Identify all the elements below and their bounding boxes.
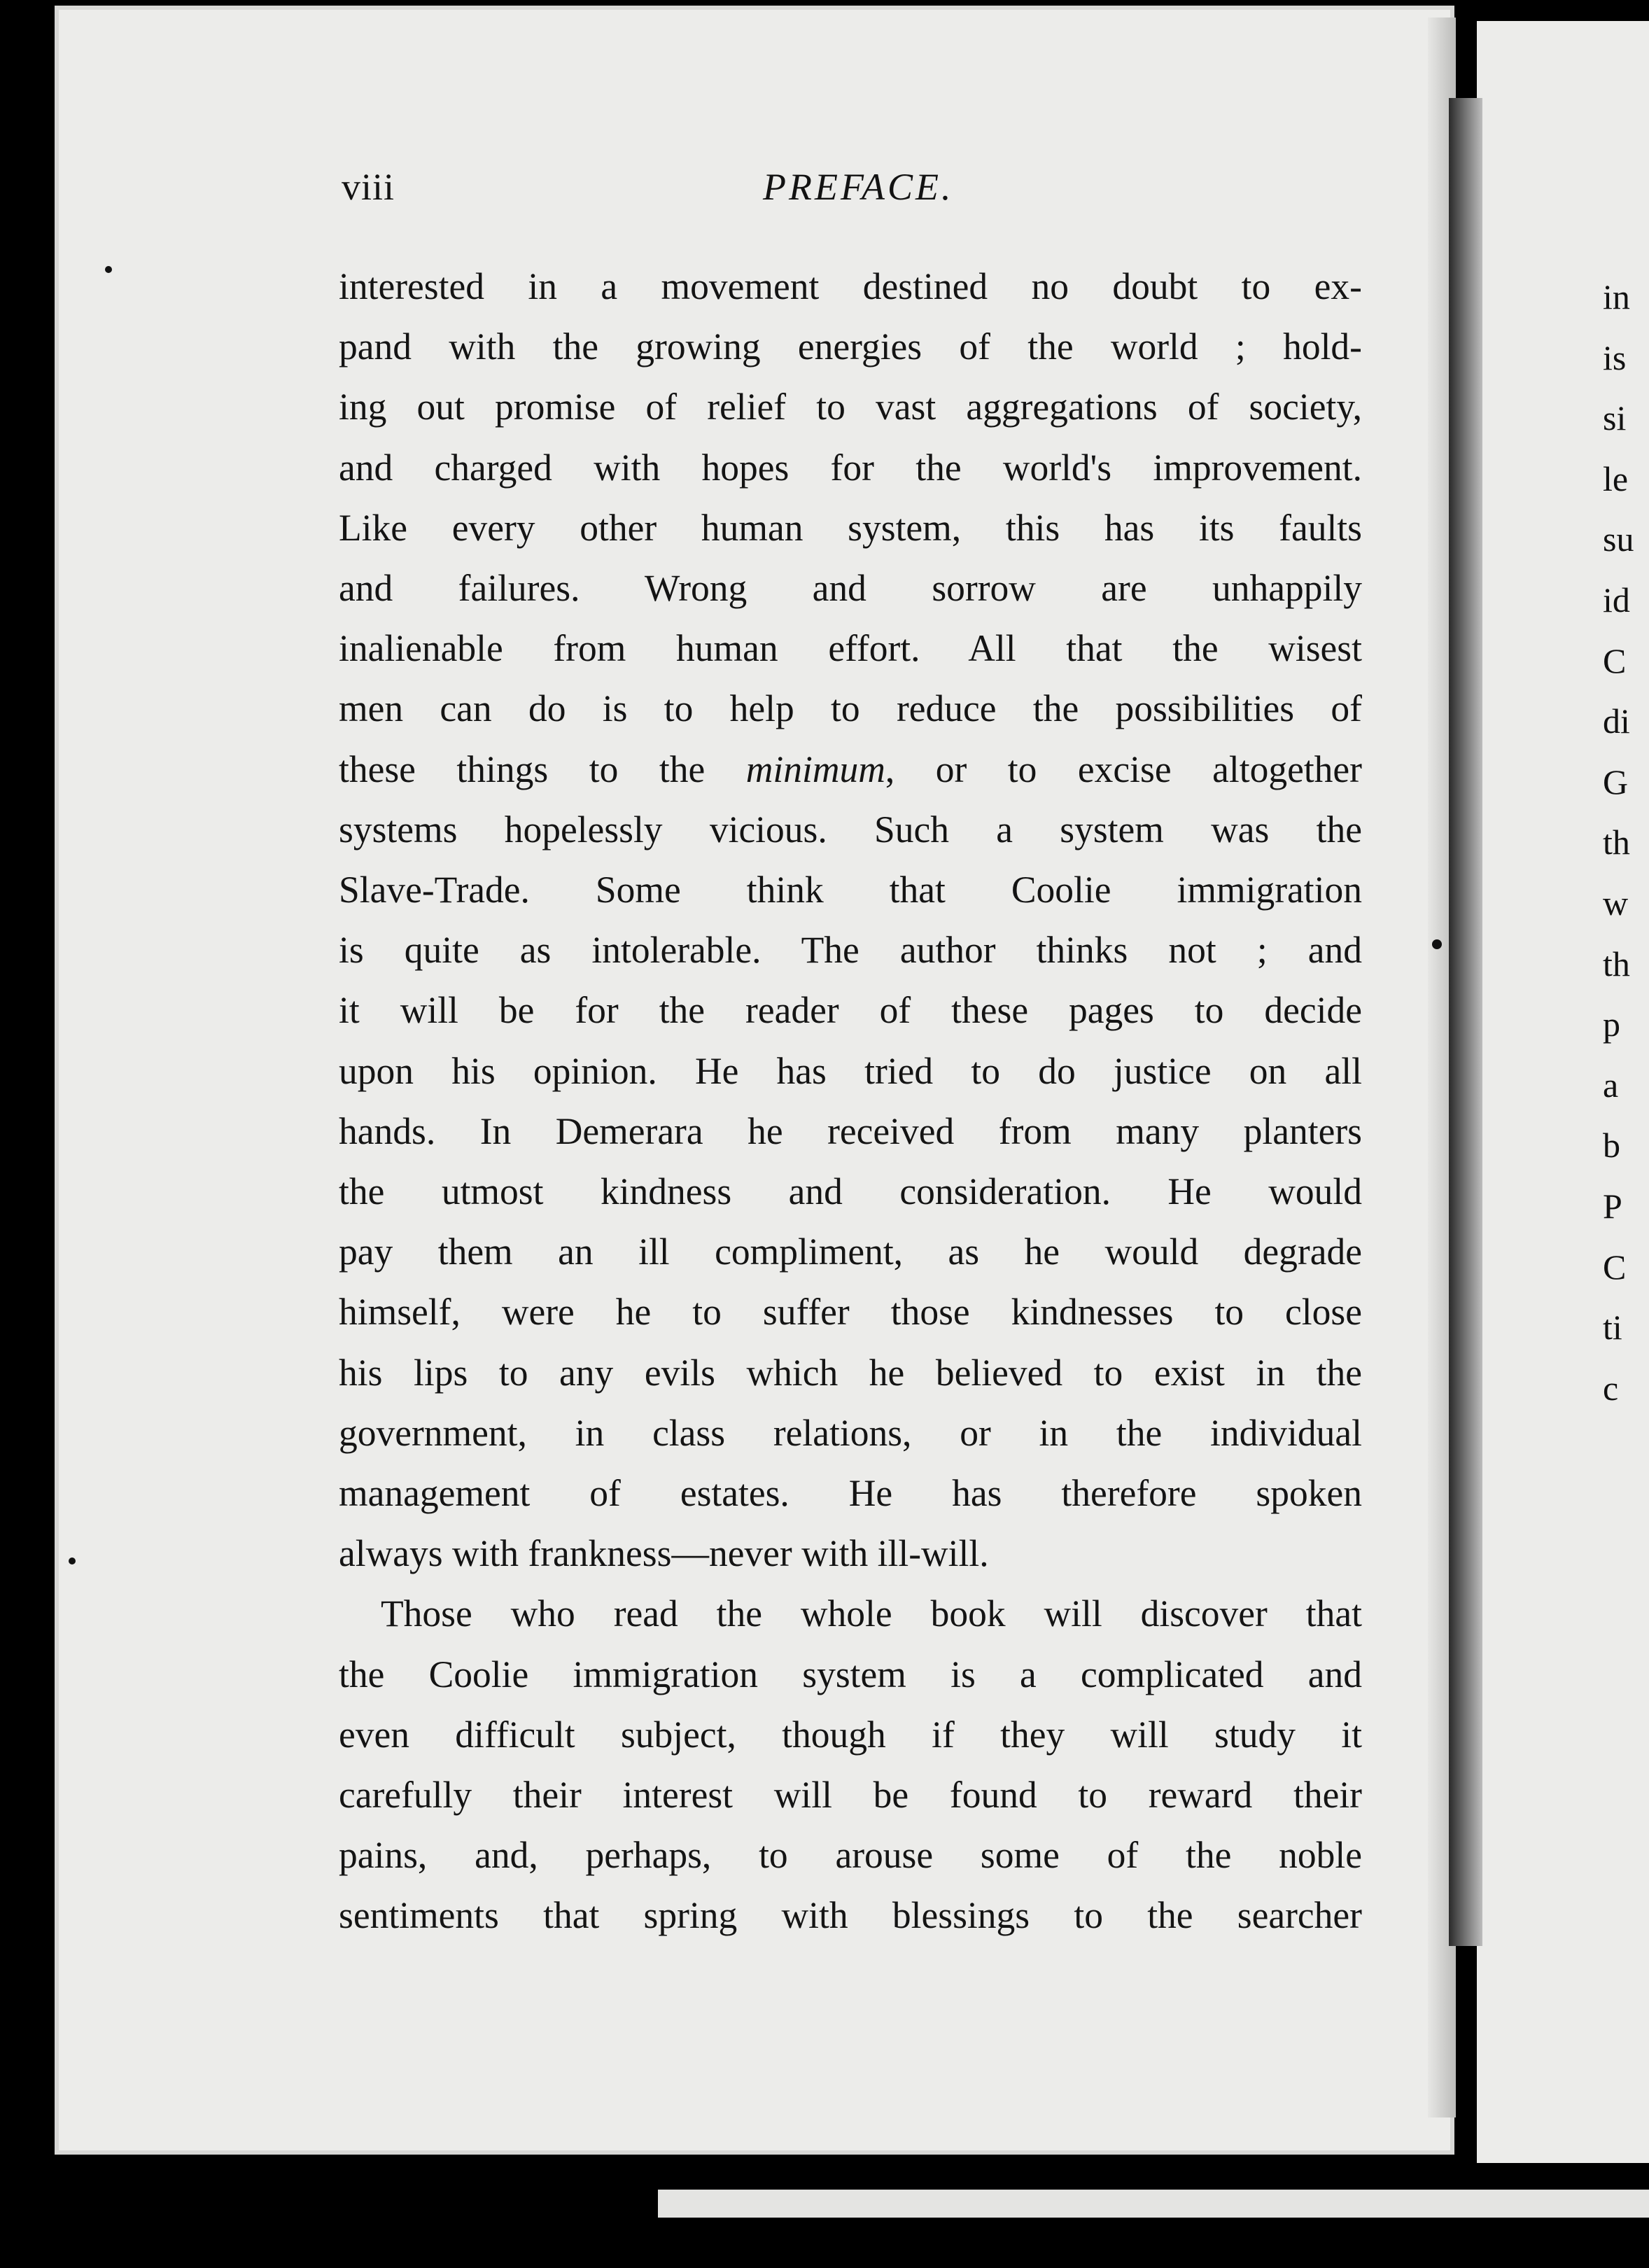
facing-page-line: G [1603, 762, 1629, 802]
text-line: and charged with hopes for the world's improvement. [339, 446, 1362, 489]
facing-page-line: di [1603, 701, 1630, 741]
text-line: these things to the minimum, or to excise altogether [339, 748, 1362, 790]
ink-speck [69, 1558, 76, 1564]
lower-page-edge [658, 2190, 1649, 2218]
text-line: upon his opinion. He has tried to do justice on all [339, 1049, 1362, 1092]
ink-speck [1432, 939, 1442, 949]
facing-page-line: si [1603, 398, 1627, 438]
text-line: himself, were he to suffer those kindnesses to close [339, 1291, 1362, 1334]
text-line: management of estates. He has therefore spoken [339, 1472, 1362, 1515]
text-line: systems hopelessly vicious. Such a system was the [339, 808, 1362, 850]
facing-page-line: a [1603, 1065, 1619, 1105]
text-line: inalienable from human effort. All that the wisest [339, 627, 1362, 670]
page-number: viii [342, 166, 395, 208]
text-line: is quite as intolerable. The author thinks not ; and [339, 929, 1362, 972]
running-head: PREFACE. [763, 166, 954, 208]
text-line: hands. In Demerara he received from many planters [339, 1110, 1362, 1152]
facing-page-line: id [1603, 580, 1630, 620]
text-line: carefully their interest will be found to reward their [339, 1774, 1362, 1816]
text-line: interested in a movement destined no doubt to ex- [339, 265, 1362, 307]
ink-speck [105, 266, 112, 273]
text-line: Like every other human system, this has its faults [339, 506, 1362, 549]
text-line: the Coolie immigration system is a complicated and [339, 1653, 1362, 1695]
text-line: Those who read the whole book will discover that [381, 1592, 1362, 1635]
text-line: men can do is to help to reduce the possibilities of [339, 687, 1362, 730]
facing-page-line: c [1603, 1368, 1619, 1408]
facing-page-line: C [1603, 640, 1627, 680]
facing-page-line: C [1603, 1247, 1627, 1287]
facing-page-line: le [1603, 458, 1629, 498]
facing-page-line: th [1603, 944, 1630, 983]
text-line: the utmost kindness and consideration. He would [339, 1170, 1362, 1213]
text-line: pains, and, perhaps, to arouse some of the noble [339, 1834, 1362, 1877]
preface-body-text [339, 256, 1362, 1946]
text-line: his lips to any evils which he believed to exist in the [339, 1351, 1362, 1394]
facing-page-line: p [1603, 1004, 1620, 1044]
text-line: pay them an ill compliment, as he would degrade [339, 1231, 1362, 1273]
facing-page-line: b [1603, 1126, 1620, 1166]
text-line: always with frankness—never with ill-will. [339, 1532, 989, 1575]
facing-page-line: is [1603, 337, 1627, 377]
facing-page-line: th [1603, 822, 1630, 862]
text-line: pand with the growing energies of the world ; hold- [339, 326, 1362, 368]
text-line: government, in class relations, or in the individual [339, 1411, 1362, 1454]
text-line: Slave-Trade. Some think that Coolie immigration [339, 869, 1362, 911]
facing-page-line: su [1603, 519, 1634, 559]
text-line: it will be for the reader of these pages to decide [339, 989, 1362, 1032]
facing-page-line: w [1603, 883, 1629, 923]
facing-page-line: in [1603, 277, 1630, 316]
facing-page-line: ti [1603, 1308, 1622, 1348]
book-gutter [1449, 98, 1482, 1946]
text-line: even difficult subject, though if they will study it [339, 1713, 1362, 1756]
facing-page-line: P [1603, 1186, 1622, 1226]
text-line: and failures. Wrong and sorrow are unhappily [339, 567, 1362, 610]
text-line: sentiments that spring with blessings to the searcher [339, 1894, 1362, 1937]
text-line: ing out promise of relief to vast aggregations of society, [339, 386, 1362, 428]
